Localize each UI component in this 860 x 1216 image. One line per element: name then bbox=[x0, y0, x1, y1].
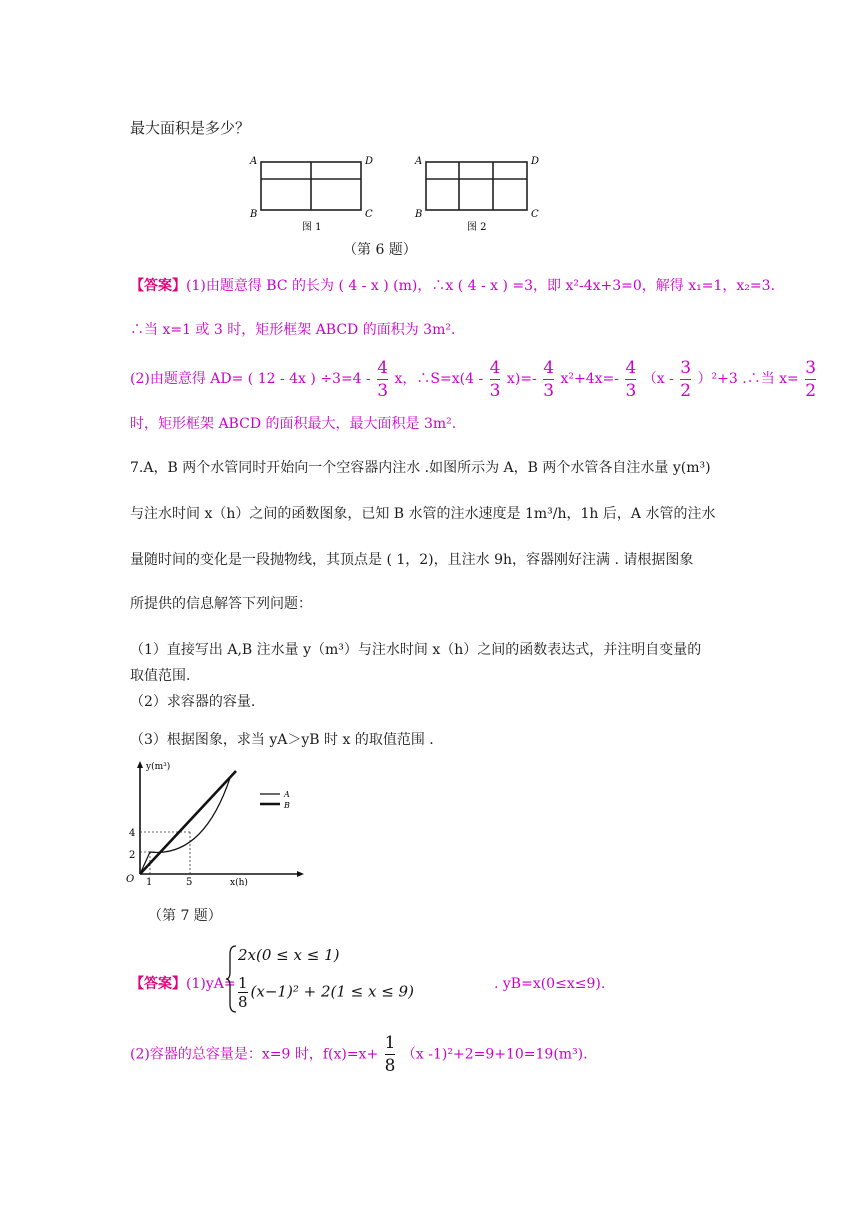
line-b bbox=[140, 771, 236, 874]
q6-a2-part-4: x²+4x=- bbox=[560, 371, 619, 387]
q6-answer-line-1 bbox=[130, 276, 775, 296]
q6-a2-part-1: (2)由题意得 AD= ( 12 - 4x ) ÷3=4 - bbox=[130, 371, 371, 387]
q6-a2-part-6: ）²+3 .∴当 x= bbox=[697, 371, 799, 387]
piecewise-brace bbox=[224, 944, 238, 1014]
fraction-3-2: $\frac{3}{2}$ bbox=[680, 357, 692, 401]
origin-label: O bbox=[126, 874, 135, 885]
legend-label-b: B bbox=[284, 801, 290, 810]
fraction-4-3: $\frac{4}{3}$ bbox=[543, 357, 555, 401]
fig1-label-c: C bbox=[365, 209, 373, 220]
fig2-caption: 图 2 bbox=[467, 222, 487, 233]
x-tick-5: 5 bbox=[186, 877, 193, 888]
fig2-label-b: B bbox=[415, 209, 423, 220]
q7-answer-line-2 bbox=[130, 1032, 588, 1077]
y-axis-arrow bbox=[137, 761, 143, 768]
fraction-1-8: $\frac{1}{8}$ bbox=[238, 974, 248, 1011]
fig1-label-d: D bbox=[365, 156, 374, 167]
fraction-4-3: $\frac{4}{3}$ bbox=[377, 357, 389, 401]
q7-sub-3: （3）根据图象，求当 yA＞yB 时 x 的取值范围 . bbox=[130, 732, 434, 748]
q7-text-2: 与注水时间 x（h）之间的函数图象，已知 B 水管的注水速度是 1m³/h，1h 后，A 水管的注水 bbox=[130, 506, 716, 522]
fig2-label-a: A bbox=[415, 156, 423, 167]
fraction-4-3: $\frac{4}{3}$ bbox=[489, 357, 501, 401]
fig1-label-a: A bbox=[250, 156, 258, 167]
x-tick-1: 1 bbox=[146, 877, 153, 888]
q6-a2-part-3: x)=- bbox=[506, 371, 537, 387]
fraction-3-2: $\frac{3}{2}$ bbox=[805, 357, 817, 401]
fig1-caption: 图 1 bbox=[302, 222, 322, 233]
q7-answer-1-suffix: . yB=x(0≤x≤9). bbox=[494, 976, 606, 992]
legend-label-a: A bbox=[284, 790, 290, 799]
answer-tag: 【答案】 bbox=[130, 278, 186, 294]
fraction-1-8: $\frac{1}{8}$ bbox=[384, 1033, 396, 1076]
x-axis-label: x(h) bbox=[230, 878, 248, 888]
q6-figure-caption: （第 6 题） bbox=[343, 242, 417, 258]
q7-figure-caption: （第 7 题） bbox=[148, 908, 222, 924]
q6-answer-1: (1)由题意得 BC 的长为 ( 4 - x ) (m)，∴x ( 4 - x ) =3，即 x²-4x+3=0，解得 x₁=1，x₂=3. bbox=[186, 278, 775, 294]
q6-answer-2b: 时，矩形框架 ABCD 的面积最大，最大面积是 3m². bbox=[130, 416, 457, 432]
y-tick-4: 4 bbox=[129, 828, 136, 839]
fig2-label-d: D bbox=[531, 156, 540, 167]
figure-2-rectangle-frame bbox=[405, 148, 555, 234]
q7-answer-line-1 bbox=[130, 974, 236, 994]
q7-text-3: 量随时间的变化是一段抛物线，其顶点是 ( 1，2)，且注水 9h，容器刚好注满 . 请根据图象 bbox=[130, 552, 694, 568]
q7-a2-part-2: （x -1)²+2=9+10=19(m³). bbox=[401, 1046, 588, 1063]
q6-a2-part-2: x，∴S=x(4 - bbox=[394, 371, 484, 387]
q6-answer-line-2 bbox=[130, 354, 818, 404]
q6-answer-1b: ∴当 x=1 或 3 时，矩形框架 ABCD 的面积为 3m². bbox=[130, 322, 456, 338]
q7-answer-1-prefix: (1)yA= bbox=[186, 976, 236, 992]
q6-a2-part-5: （x - bbox=[642, 371, 674, 387]
x-axis-arrow bbox=[297, 871, 304, 877]
q7-function-graph bbox=[118, 758, 308, 890]
q7-sub-1: （1）直接写出 A,B 注水量 y（m³）与注水时间 x（h）之间的函数表达式，并注明自变量的 bbox=[130, 642, 702, 658]
figure-1-rectangle-frame bbox=[240, 148, 390, 234]
fig1-label-b: B bbox=[250, 209, 258, 220]
answer-tag: 【答案】 bbox=[130, 976, 186, 992]
y-axis-label: y(m³) bbox=[146, 762, 171, 772]
piecewise-case-1: 2x(0 ≤ x ≤ 1) bbox=[238, 946, 340, 964]
q7-text-1: 7.A，B 两个水管同时开始向一个空容器内注水 .如图所示为 A，B 两个水管各自注水量 y(m³) bbox=[130, 460, 711, 476]
q7-a2-part-1: (2)容器的总容量是：x=9 时，f(x)=x+ bbox=[130, 1046, 379, 1063]
q7-sub-2: （2）求容器的容量. bbox=[130, 694, 256, 710]
fig2-label-c: C bbox=[531, 209, 539, 220]
y-tick-2: 2 bbox=[129, 850, 136, 861]
piecewise-case-2: $\frac{1}{8}$ (x−1)² + 2(1 ≤ x ≤ 9) bbox=[238, 974, 414, 1011]
fraction-4-3: $\frac{4}{3}$ bbox=[625, 357, 637, 401]
q7-sub-1b: 取值范围. bbox=[130, 668, 191, 684]
q7-text-4: 所提供的信息解答下列问题： bbox=[130, 596, 312, 612]
q6-question-tail: 最大面积是多少？ bbox=[130, 119, 251, 137]
